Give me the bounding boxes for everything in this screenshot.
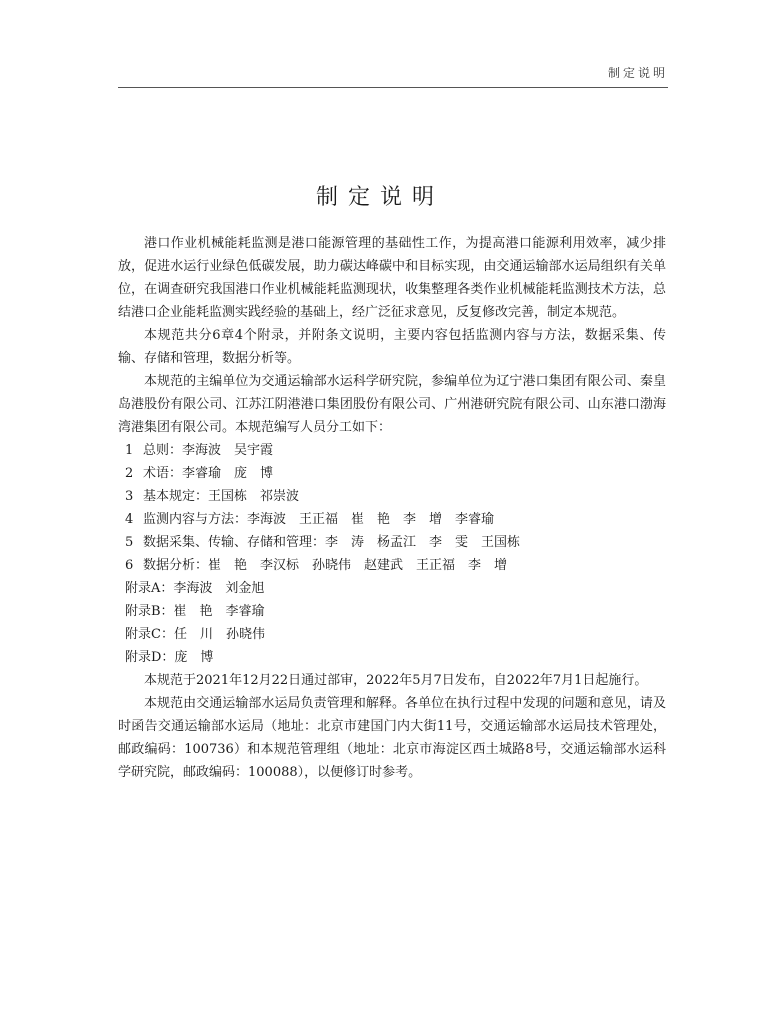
list-item — [118, 508, 666, 531]
chapter-authors: 监测内容与方法：李海波 王正福 崔 艳 李 增 李睿瑜 — [143, 512, 495, 527]
chapter-author-list — [118, 439, 666, 577]
management-paragraph: 本规范由交通运输部水运局负责管理和解释。各单位在执行过程中发现的问题和意见，请及时函告交通运输部水运局（地址：北京市建国门内大街11号，交通运输部水运局技术管理处，邮政编码：100736）和本规范管理组（地址：北京市海淀区西土城路8号，交通运输部水运科学研究院，邮政编码：100088），以便修订时参考。 — [118, 696, 666, 780]
chapter-number: 6 — [125, 558, 134, 573]
intro-paragraph: 港口作业机械能耗监测是港口能源管理的基础性工作，为提高港口能源利用效率，减少排放，促进水运行业绿色低碳发展，助力碳达峰碳中和目标实现，由交通运输部水运局组织有关单位，在调查研究我国港口作业机械能耗监测现状，收集整理各类作业机械能耗监测技术方法，总结港口企业能耗监测实践经验的基础上，经广泛征求意见，反复修改完善，制定本规范。 — [118, 236, 666, 320]
chapter-number: 3 — [125, 489, 134, 504]
chapter-authors: 数据分析：崔 艳 李汉标 孙晓伟 赵建武 王正福 李 增 — [143, 558, 508, 573]
appendix-c-authors: 附录C：任 川 孙晓伟 — [125, 627, 265, 642]
list-item — [118, 462, 666, 485]
authors-paragraph: 本规范的主编单位为交通运输部水运科学研究院，参编单位为辽宁港口集团有限公司、秦皇岛港股份有限公司、江苏江阴港港口集团股份有限公司、广州港研究院有限公司、山东港口渤海湾港集团有限公司。本规范编写人员分工如下： — [118, 374, 666, 435]
list-item — [118, 485, 666, 508]
chapter-authors: 基本规定：王国栋 祁崇波 — [143, 489, 300, 504]
document-body — [118, 232, 666, 784]
chapter-number: 1 — [125, 443, 134, 458]
appendix-d-authors: 附录D：庞 博 — [125, 650, 214, 665]
page-title: 制定说明 — [315, 185, 444, 210]
chapter-authors: 总则：李海波 吴宇霞 — [143, 443, 274, 458]
chapter-number: 5 — [125, 535, 134, 550]
chapter-number: 2 — [125, 466, 134, 481]
appendix-b-authors: 附录B：崔 艳 李睿瑜 — [125, 604, 265, 619]
appendix-a-authors: 附录A：李海波 刘金旭 — [125, 581, 265, 596]
list-item — [118, 439, 666, 462]
list-item — [118, 554, 666, 577]
header-rule — [118, 87, 668, 88]
chapter-number: 4 — [125, 512, 134, 527]
structure-paragraph: 本规范共分6章4个附录，并附条文说明，主要内容包括监测内容与方法，数据采集、传输、存储和管理，数据分析等。 — [118, 328, 666, 366]
list-item — [118, 531, 666, 554]
review-paragraph: 本规范于2021年12月22日通过部审，2022年5月7日发布，自2022年7月1日起施行。 — [144, 673, 648, 688]
running-head: 制定说明 — [607, 66, 668, 80]
chapter-authors: 术语：李睿瑜 庞 博 — [143, 466, 274, 481]
chapter-authors: 数据采集、传输、存储和管理：李 涛 杨孟江 李 雯 王国栋 — [143, 535, 521, 550]
